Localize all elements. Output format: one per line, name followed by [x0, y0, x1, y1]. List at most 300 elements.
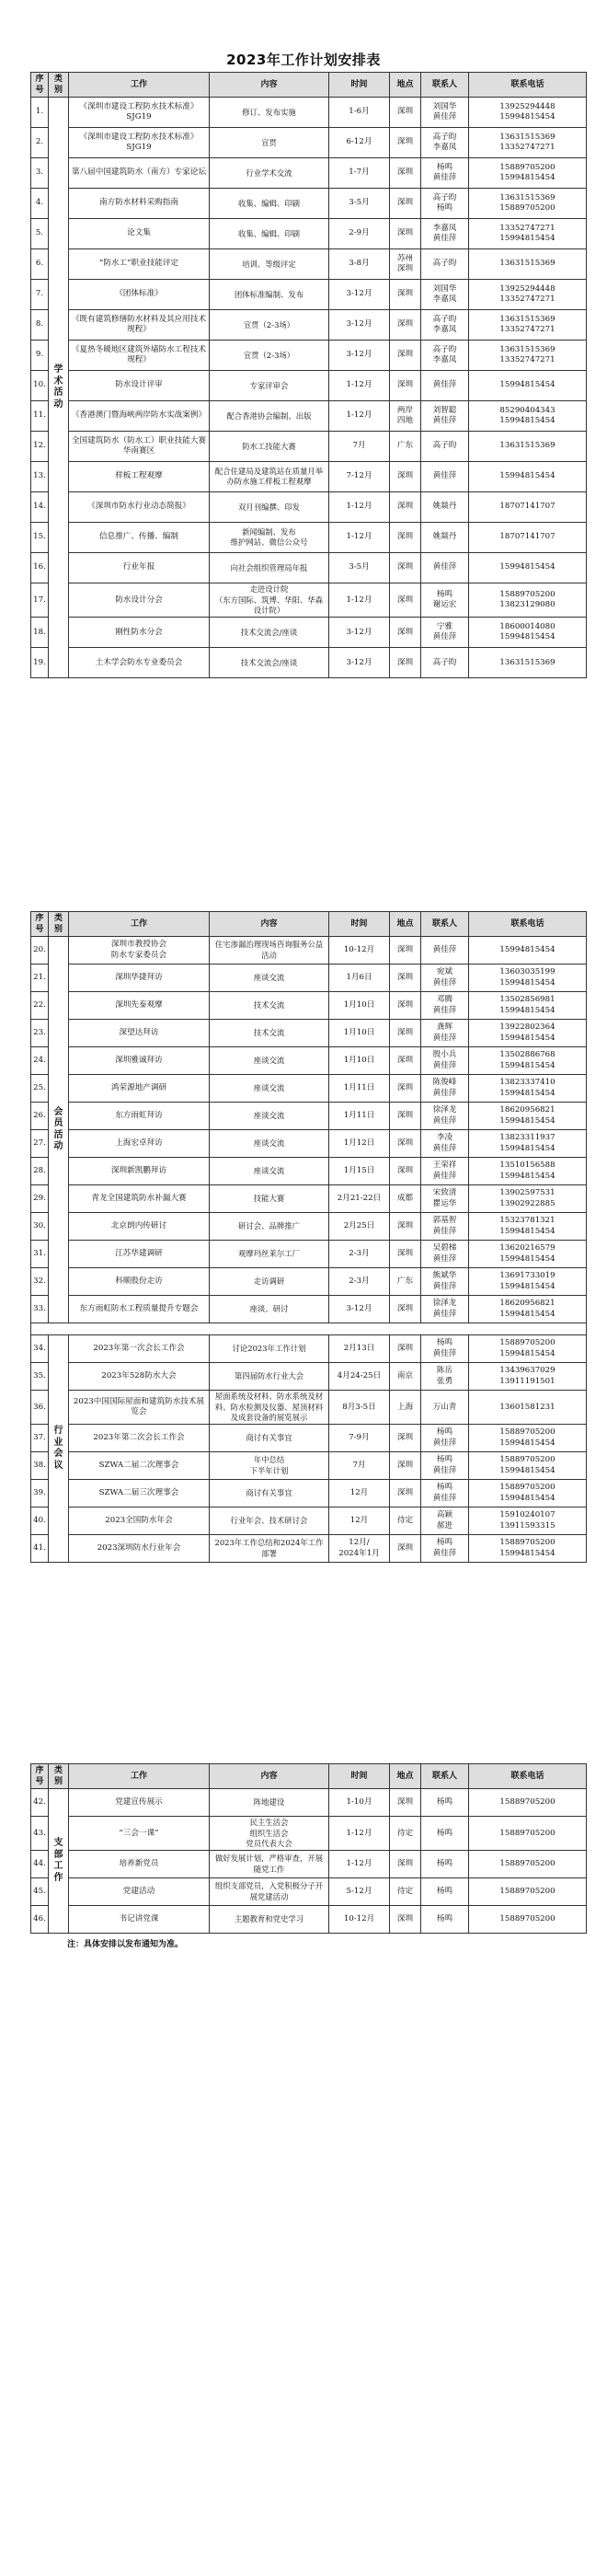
row-phone: 85290404343 15994815454: [469, 401, 587, 432]
header-contact: 联系人: [421, 912, 469, 937]
row-phone: 15889705200 15994815454: [469, 1535, 587, 1563]
row-phone: 18600014080 15994815454: [469, 618, 587, 648]
row-work: 科顺股份走访: [69, 1268, 210, 1296]
row-contact: 杨鸣 黄佳萍: [421, 158, 469, 189]
row-phone: 13439637029 13911191501: [469, 1363, 587, 1391]
table-row: [31, 310, 587, 341]
row-place: 广东: [390, 432, 421, 462]
row-seq: 5.: [31, 219, 49, 249]
header-seq: 序号: [31, 912, 49, 937]
row-time: 3-5月: [329, 189, 390, 219]
row-place: 深圳: [390, 1103, 421, 1130]
row-time: 3-12月: [329, 1296, 390, 1323]
table-row: [31, 462, 587, 492]
row-contact: 姚燚丹: [421, 492, 469, 523]
row-time: 1月15日: [329, 1158, 390, 1185]
row-work: 《既有建筑修缮防水材料及其应用技术规程》: [69, 310, 210, 341]
row-work: 党建宣传展示: [69, 1789, 210, 1817]
row-place: 深圳: [390, 310, 421, 341]
row-seq: 40.: [31, 1507, 49, 1535]
row-place: 深圳: [390, 98, 421, 128]
row-phone: 13922802364 15994815454: [469, 1020, 587, 1047]
table-row: [31, 1363, 587, 1391]
row-phone: 15889705200: [469, 1878, 587, 1906]
row-place: 深圳: [390, 1158, 421, 1185]
row-content: 新闻编制、发布 维护网站、微信公众号: [210, 523, 329, 553]
row-work: “防水工”职业技能评定: [69, 249, 210, 280]
row-seq: 15.: [31, 523, 49, 553]
header-work: 工作: [69, 1764, 210, 1789]
row-seq: 37.: [31, 1425, 49, 1452]
row-work: 刚性防水分会: [69, 618, 210, 648]
row-phone: 15889705200 13823129080: [469, 583, 587, 618]
row-work: 2023年第二次会长工作会: [69, 1425, 210, 1452]
row-place: 深圳: [390, 492, 421, 523]
row-work: 江苏华建调研: [69, 1241, 210, 1268]
row-seq: 24.: [31, 1047, 49, 1075]
header-time: 时间: [329, 1764, 390, 1789]
row-seq: 42.: [31, 1789, 49, 1817]
category-academic: 学 术 活 动: [49, 98, 69, 678]
row-phone: 15994815454: [469, 371, 587, 401]
row-seq: 8.: [31, 310, 49, 341]
row-contact: 熊斌华 黄佳萍: [421, 1268, 469, 1296]
row-place: 深圳: [390, 1851, 421, 1878]
row-time: 1月10日: [329, 1047, 390, 1075]
row-phone: 13603035199 15994815454: [469, 965, 587, 992]
row-phone: 13631515369: [469, 432, 587, 462]
row-seq: 33.: [31, 1296, 49, 1323]
row-place: 深圳: [390, 1213, 421, 1241]
row-content: 讨论2023年工作计划: [210, 1335, 329, 1363]
row-seq: 14.: [31, 492, 49, 523]
row-phone: 13631515369: [469, 249, 587, 280]
row-contact: 杨鸣 谢运宏: [421, 583, 469, 618]
row-phone: 15323781321 15994815454: [469, 1213, 587, 1241]
row-work: 信息推广、传播、编制: [69, 523, 210, 553]
row-place: 深圳: [390, 1535, 421, 1563]
row-contact: 徐泽龙 黄佳萍: [421, 1296, 469, 1323]
table-row: [31, 618, 587, 648]
row-time: 8月3-5日: [329, 1391, 390, 1425]
row-phone: 13502856981 15994815454: [469, 992, 587, 1020]
row-time: 5-12月: [329, 1878, 390, 1906]
row-seq: 41.: [31, 1535, 49, 1563]
row-seq: 23.: [31, 1020, 49, 1047]
row-time: 1-12月: [329, 371, 390, 401]
table-row: [31, 219, 587, 249]
table-row: [31, 937, 587, 965]
row-phone: 15889705200: [469, 1851, 587, 1878]
row-phone: 15889705200 15994815454: [469, 1480, 587, 1507]
footnote: 注：具体安排以发布通知为准。: [67, 1940, 184, 1949]
schedule-table-3: [30, 1763, 587, 1934]
row-work: 培养新党员: [69, 1851, 210, 1878]
row-content: 技术交流: [210, 992, 329, 1020]
row-work: 深圳雅诚拜访: [69, 1047, 210, 1075]
schedule-table-2: [30, 911, 587, 1563]
table-row: [31, 1241, 587, 1268]
row-contact: 徐泽龙 黄佳萍: [421, 1103, 469, 1130]
row-content: 技术交流: [210, 1020, 329, 1047]
row-phone: 13925294448 13352747271: [469, 280, 587, 310]
row-content: 屋面系统及材料、防水系统及材料、防水检测及仪器、屋顶材料及成套设备的展览展示: [210, 1391, 329, 1425]
table-row: [31, 1817, 587, 1851]
row-contact: 高子昀: [421, 648, 469, 678]
row-work: 全国建筑防水（防水工）职业技能大赛华南赛区: [69, 432, 210, 462]
row-time: 1-6月: [329, 98, 390, 128]
row-content: 双月刊编撰、印发: [210, 492, 329, 523]
row-place: 深圳: [390, 1335, 421, 1363]
row-content: 配合香港协会编制、出版: [210, 401, 329, 432]
table-row: [31, 1130, 587, 1158]
row-work: 《团体标准》: [69, 280, 210, 310]
row-content: 座谈交流: [210, 1103, 329, 1130]
row-phone: 13502886768 15994815454: [469, 1047, 587, 1075]
table-row: [31, 249, 587, 280]
table-row: [31, 1103, 587, 1130]
row-work: 深望达拜访: [69, 1020, 210, 1047]
row-seq: 7.: [31, 280, 49, 310]
row-seq: 9.: [31, 341, 49, 371]
row-seq: 44.: [31, 1851, 49, 1878]
row-contact: 杨鸣: [421, 1817, 469, 1851]
row-content: 宣贯（2-3场）: [210, 310, 329, 341]
row-time: 1-12月: [329, 1817, 390, 1851]
row-time: 1月11日: [329, 1103, 390, 1130]
row-seq: 1.: [31, 98, 49, 128]
row-phone: 13510156588 15994815454: [469, 1158, 587, 1185]
row-time: 7月: [329, 1452, 390, 1480]
row-phone: 13631515369 13352747271: [469, 310, 587, 341]
row-seq: 43.: [31, 1817, 49, 1851]
schedule-table-1: [30, 72, 587, 678]
row-time: 1月6日: [329, 965, 390, 992]
row-content: 座谈交流: [210, 1158, 329, 1185]
header-place: 地点: [390, 912, 421, 937]
row-phone: 15889705200: [469, 1906, 587, 1934]
row-content: 做好发展计划，严格审查，开展随党工作: [210, 1851, 329, 1878]
row-content: 观摩玛丝莱尔工厂: [210, 1241, 329, 1268]
row-place: 广东: [390, 1268, 421, 1296]
row-time: 1月10日: [329, 992, 390, 1020]
row-seq: 13.: [31, 462, 49, 492]
row-contact: 杨鸣 黄佳萍: [421, 1452, 469, 1480]
row-time: 7-12月: [329, 462, 390, 492]
row-content: 配合住建局及建筑站在质量月举办防水施工样板工程观摩: [210, 462, 329, 492]
table-row: [31, 1296, 587, 1323]
row-content: 商讨有关事宜: [210, 1425, 329, 1452]
row-place: 两岸 四地: [390, 401, 421, 432]
header-work: 工作: [69, 912, 210, 937]
table-row: [31, 1878, 587, 1906]
table-row: [31, 280, 587, 310]
row-contact: 刘国华 李嘉凤: [421, 280, 469, 310]
row-place: 上海: [390, 1391, 421, 1425]
row-phone: 13631515369: [469, 648, 587, 678]
table-row: [31, 401, 587, 432]
row-phone: 15910240107 13911593315: [469, 1507, 587, 1535]
table-row: [31, 341, 587, 371]
header-contact: 联系人: [421, 73, 469, 98]
row-content: 团体标准编制、发布: [210, 280, 329, 310]
table-row: [31, 189, 587, 219]
row-content: 2023年工作总结和2024年工作部署: [210, 1535, 329, 1563]
row-work: 第八届中国建筑防水（南方）专家论坛: [69, 158, 210, 189]
category-member: 会 员 活 动: [49, 937, 69, 1323]
row-time: 1-10月: [329, 1789, 390, 1817]
header-place: 地点: [390, 73, 421, 98]
row-time: 1-12月: [329, 523, 390, 553]
row-time: 6-12月: [329, 128, 390, 158]
row-place: 南京: [390, 1363, 421, 1391]
row-phone: 13823311937 15994815454: [469, 1130, 587, 1158]
row-content: 修订、发布实施: [210, 98, 329, 128]
row-content: 商讨有关事宜: [210, 1480, 329, 1507]
row-content: 年中总结 下半年计划: [210, 1452, 329, 1480]
row-place: 深圳: [390, 219, 421, 249]
row-work: 防水设计分会: [69, 583, 210, 618]
row-work: 鸿荣源地产调研: [69, 1075, 210, 1103]
row-contact: 高子昀 李嘉凤: [421, 128, 469, 158]
row-phone: 13691733019 15994815454: [469, 1268, 587, 1296]
table-row: [31, 648, 587, 678]
row-seq: 26.: [31, 1103, 49, 1130]
table-row: [31, 992, 587, 1020]
row-content: 技术交流会/座谈: [210, 618, 329, 648]
table-row: [31, 1185, 587, 1213]
row-contact: 陈俊峰 黄佳萍: [421, 1075, 469, 1103]
row-contact: 杨鸣 黄佳萍: [421, 1335, 469, 1363]
table-row: [31, 1391, 587, 1425]
row-contact: 高子昀 李嘉凤: [421, 341, 469, 371]
row-place: 深圳: [390, 341, 421, 371]
row-content: 行业年会、技术研讨会: [210, 1507, 329, 1535]
row-contact: 王荣祥 黄佳萍: [421, 1158, 469, 1185]
row-place: 深圳: [390, 992, 421, 1020]
row-place: 深圳: [390, 1075, 421, 1103]
row-seq: 30.: [31, 1213, 49, 1241]
row-time: 10-12月: [329, 1906, 390, 1934]
row-content: 收集、编辑、印刷: [210, 219, 329, 249]
table-row: [31, 1268, 587, 1296]
row-seq: 22.: [31, 992, 49, 1020]
row-work: 深圳新凯鹏拜访: [69, 1158, 210, 1185]
row-content: 住宅渗漏治理现场咨询服务公益活动: [210, 937, 329, 965]
row-work: 行业年报: [69, 553, 210, 583]
table-row: [31, 1789, 587, 1817]
table-header-row: [31, 1764, 587, 1789]
row-place: 深圳: [390, 583, 421, 618]
row-contact: 宋致清 瞿运华: [421, 1185, 469, 1213]
row-contact: 高子昀: [421, 432, 469, 462]
row-seq: 2.: [31, 128, 49, 158]
row-time: 1-12月: [329, 401, 390, 432]
row-time: 2月25日: [329, 1213, 390, 1241]
row-contact: 宁雅 黄佳萍: [421, 618, 469, 648]
row-time: 1月11日: [329, 1075, 390, 1103]
row-content: 宣贯: [210, 128, 329, 158]
row-work: 样板工程观摩: [69, 462, 210, 492]
row-time: 3-12月: [329, 618, 390, 648]
row-seq: 3.: [31, 158, 49, 189]
row-work: SZWA二届三次理事会: [69, 1480, 210, 1507]
row-place: 成都: [390, 1185, 421, 1213]
row-time: 1-12月: [329, 492, 390, 523]
row-place: 深圳: [390, 189, 421, 219]
row-time: 7月: [329, 432, 390, 462]
header-phone: 联系电话: [469, 1764, 587, 1789]
row-contact: 宛斌 黄佳萍: [421, 965, 469, 992]
row-time: 10-12月: [329, 937, 390, 965]
table-row: [31, 1075, 587, 1103]
row-time: 1-12月: [329, 1851, 390, 1878]
row-work: 2023全国防水年会: [69, 1507, 210, 1535]
row-work: 《夏热冬暖地区建筑外墙防水工程技术规程》: [69, 341, 210, 371]
row-time: 2月21-22日: [329, 1185, 390, 1213]
row-seq: 6.: [31, 249, 49, 280]
row-seq: 10.: [31, 371, 49, 401]
row-work: 书记讲党课: [69, 1906, 210, 1934]
row-contact: 刘智聪 黄佳萍: [421, 401, 469, 432]
row-phone: 13902597531 13902922885: [469, 1185, 587, 1213]
row-contact: 黄佳萍: [421, 371, 469, 401]
row-work: 2023年528防水大会: [69, 1363, 210, 1391]
row-phone: 13631515369 13352747271: [469, 341, 587, 371]
row-seq: 11.: [31, 401, 49, 432]
row-place: 深圳: [390, 371, 421, 401]
row-time: 3-8月: [329, 249, 390, 280]
row-phone: 13620216579 15994815454: [469, 1241, 587, 1268]
row-place: 苏州 深圳: [390, 249, 421, 280]
row-time: 2-3月: [329, 1268, 390, 1296]
row-seq: 18.: [31, 618, 49, 648]
row-time: 12月: [329, 1480, 390, 1507]
row-place: 深圳: [390, 1452, 421, 1480]
row-seq: 20.: [31, 937, 49, 965]
row-work: 南方防水材料采购指南: [69, 189, 210, 219]
table-header-row: [31, 73, 587, 98]
row-content: 组织支部党员，入党积极分子开展党建活动: [210, 1878, 329, 1906]
header-work: 工作: [69, 73, 210, 98]
row-contact: 杨鸣: [421, 1878, 469, 1906]
row-contact: 郭基智 黄佳萍: [421, 1213, 469, 1241]
row-contact: 杨鸣: [421, 1906, 469, 1934]
header-seq: 序号: [31, 73, 49, 98]
header-contact: 联系人: [421, 1764, 469, 1789]
row-seq: 39.: [31, 1480, 49, 1507]
row-phone: 18707141707: [469, 523, 587, 553]
row-work: 《深圳市建设工程防水技术标准》SJG19: [69, 128, 210, 158]
row-content: 收集、编辑、印刷: [210, 189, 329, 219]
row-place: 深圳: [390, 553, 421, 583]
row-work: 《深圳市建设工程防水技术标准》SJG19: [69, 98, 210, 128]
row-time: 3-12月: [329, 280, 390, 310]
row-content: 向社会组织管理局年报: [210, 553, 329, 583]
row-content: 阵地建设: [210, 1789, 329, 1817]
table-row: [31, 432, 587, 462]
row-phone: 15889705200: [469, 1789, 587, 1817]
row-phone: 13601581231: [469, 1391, 587, 1425]
section-gap-cell: [31, 1323, 587, 1335]
row-content: 民主生活会 组织生活会 党员代表大会: [210, 1817, 329, 1851]
row-phone: 15889705200: [469, 1817, 587, 1851]
row-seq: 36.: [31, 1391, 49, 1425]
row-phone: 15994815454: [469, 462, 587, 492]
row-place: 深圳: [390, 523, 421, 553]
row-phone: 15889705200 15994815454: [469, 1335, 587, 1363]
row-seq: 16.: [31, 553, 49, 583]
row-place: 深圳: [390, 1241, 421, 1268]
header-time: 时间: [329, 73, 390, 98]
row-place: 待定: [390, 1507, 421, 1535]
header-content: 内容: [210, 1764, 329, 1789]
row-work: 2023年第一次会长工作会: [69, 1335, 210, 1363]
table-row: [31, 1425, 587, 1452]
row-time: 4月24-25日: [329, 1363, 390, 1391]
row-contact: 李凌 黄佳萍: [421, 1130, 469, 1158]
row-content: 座谈、研讨: [210, 1296, 329, 1323]
table-row: [31, 1906, 587, 1934]
row-seq: 45.: [31, 1878, 49, 1906]
category-industry: 行 业 会 议: [49, 1335, 69, 1563]
row-work: 上海宏卓拜访: [69, 1130, 210, 1158]
row-place: 深圳: [390, 965, 421, 992]
row-time: 1-12月: [329, 583, 390, 618]
row-phone: 13352747271 15994815454: [469, 219, 587, 249]
row-place: 深圳: [390, 462, 421, 492]
row-place: 深圳: [390, 280, 421, 310]
row-phone: 15889705200 15994815454: [469, 1425, 587, 1452]
row-contact: 黄佳萍: [421, 553, 469, 583]
row-place: 深圳: [390, 618, 421, 648]
row-work: 东方雨虹防水工程质量提升专题会: [69, 1296, 210, 1323]
row-place: 深圳: [390, 1906, 421, 1934]
row-place: 待定: [390, 1817, 421, 1851]
row-content: 研讨会、品牌推广: [210, 1213, 329, 1241]
row-seq: 32.: [31, 1268, 49, 1296]
row-work: 深圳先泰观摩: [69, 992, 210, 1020]
row-content: 座谈交流: [210, 1047, 329, 1075]
row-time: 7-9月: [329, 1425, 390, 1452]
header-time: 时间: [329, 912, 390, 937]
table-row: [31, 1480, 587, 1507]
header-content: 内容: [210, 73, 329, 98]
row-seq: 29.: [31, 1185, 49, 1213]
row-time: 3-12月: [329, 310, 390, 341]
row-contact: 高子昀 李嘉凤: [421, 310, 469, 341]
row-time: 1月10日: [329, 1020, 390, 1047]
row-time: 1-7月: [329, 158, 390, 189]
row-seq: 28.: [31, 1158, 49, 1185]
table-row: [31, 158, 587, 189]
table-row: [31, 523, 587, 553]
header-category: 类别: [49, 912, 69, 937]
row-time: 2-3月: [329, 1241, 390, 1268]
row-content: 培训、等级评定: [210, 249, 329, 280]
row-seq: 34.: [31, 1335, 49, 1363]
row-place: 深圳: [390, 1020, 421, 1047]
row-work: 青龙全国建筑防水补漏大赛: [69, 1185, 210, 1213]
row-content: 技术交流会/座谈: [210, 648, 329, 678]
row-work: 深圳市教授协会 防水专家委员会: [69, 937, 210, 965]
row-content: 走访调研: [210, 1268, 329, 1296]
row-place: 待定: [390, 1878, 421, 1906]
row-seq: 21.: [31, 965, 49, 992]
row-content: 宣贯（2-3场）: [210, 341, 329, 371]
row-work: SZWA二届二次理事会: [69, 1452, 210, 1480]
table-row: [31, 371, 587, 401]
